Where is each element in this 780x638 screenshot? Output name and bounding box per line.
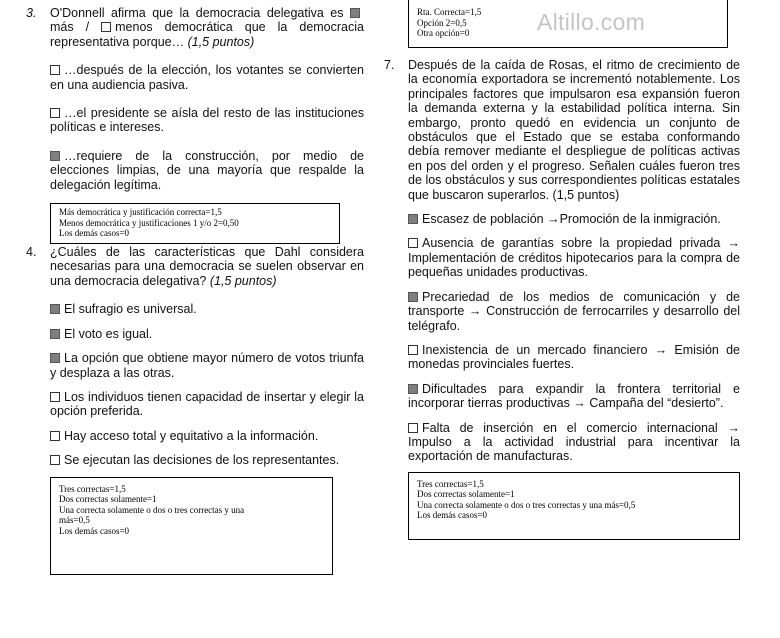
checkbox-empty-icon[interactable] bbox=[408, 345, 418, 355]
watermark-logo: Altillo.com bbox=[537, 9, 646, 35]
option-text: …el presidente se aísla del resto de las instituciones políticas e intereses. bbox=[50, 106, 364, 135]
checkbox-filled-icon[interactable] bbox=[408, 384, 418, 394]
checkbox-filled-icon[interactable] bbox=[50, 151, 60, 161]
checkbox-empty-icon[interactable] bbox=[50, 455, 60, 465]
checkbox-filled-icon[interactable] bbox=[350, 8, 360, 18]
q4-option-4 bbox=[50, 390, 364, 419]
checkbox-empty-icon[interactable] bbox=[408, 423, 418, 433]
option-text: …después de la elección, los votantes se convierten en una audiencia pasiva. bbox=[50, 63, 364, 92]
q3-option-2 bbox=[50, 106, 364, 135]
question-text: O'Donnell afirma que la democracia delegativa es bbox=[50, 6, 344, 20]
q7-scoring-box bbox=[408, 472, 740, 540]
question-text: ¿Cuáles de las características que Dahl considera necesarias para una democracia se suelen observar en una democracia delegativa? bbox=[50, 245, 364, 288]
scoring-line: Tres correctas=1,5 bbox=[417, 478, 484, 489]
checkbox-filled-icon[interactable] bbox=[50, 353, 60, 363]
q3-scoring-box bbox=[50, 203, 340, 244]
checkbox-filled-icon[interactable] bbox=[50, 304, 60, 314]
option-text: Ausencia de garantías sobre la propiedad privada → Implementación de créditos hipotecarios para la compra de pequeñas unidades productivas. bbox=[408, 236, 740, 280]
option-text: Se ejecutan las decisiones de los representantes. bbox=[64, 453, 340, 468]
checkbox-empty-icon[interactable] bbox=[408, 238, 418, 248]
checkbox-filled-icon[interactable] bbox=[408, 214, 418, 224]
scoring-line: Los demás casos=0 bbox=[417, 510, 488, 521]
q4-option-2 bbox=[50, 327, 364, 341]
scoring-line: más=0,5 bbox=[59, 515, 90, 526]
question-7 bbox=[384, 58, 740, 540]
option-mas: más / bbox=[50, 20, 90, 35]
scoring-line: Tres correctas=1,5 bbox=[59, 483, 126, 494]
checkbox-empty-icon[interactable] bbox=[50, 431, 60, 441]
option-text: …requiere de la construcción, por medio de elecciones limpias, de una mayoría que respalde la delegación legítima. bbox=[50, 148, 364, 192]
scoring-line: Una correcta solamente o dos o tres correctas y una bbox=[59, 504, 245, 515]
checkbox-empty-icon[interactable] bbox=[50, 65, 60, 75]
option-text: Los individuos tienen capacidad de insertar y elegir la opción preferida. bbox=[50, 389, 364, 419]
option-text: El sufragio es universal. bbox=[64, 302, 197, 317]
question-3 bbox=[26, 6, 364, 49]
q7-options bbox=[408, 202, 740, 540]
q4-option-1 bbox=[50, 302, 364, 316]
q7-option-1 bbox=[408, 212, 740, 226]
scoring-line: Una correcta solamente o dos o tres correctas y una más=0,5 bbox=[417, 499, 636, 510]
q7-option-3 bbox=[408, 290, 740, 333]
question-text: Después de la caída de Rosas, el ritmo de crecimiento de la economía exportadora se incrementó notablemente. Los principales factores que impulsaron esa expansión fueron la demanda externa y la estabilidad política interna. Sin embargo, pronto quedó en evidencia un conjunto de obstáculos que el Estado que se estaba conformando debía remover mediante el despliegue de políticas activas en pos del orden y el progreso. Señalen cuáles fueron tres de los obstáculos y sus correspondientes políticas estatales que buscaron superarlos. (1,5 puntos) bbox=[408, 58, 740, 202]
question-text-cont: menos democrática que la democracia representativa porque… bbox=[50, 20, 364, 49]
left-column bbox=[26, 0, 364, 575]
q7-option-5 bbox=[408, 382, 740, 411]
q7-option-2 bbox=[408, 236, 740, 279]
q7-option-6 bbox=[408, 421, 740, 464]
scoring-line: Dos correctas solamente=1 bbox=[59, 494, 157, 505]
q4-scoring-box bbox=[50, 477, 333, 575]
option-text: La opción que obtiene mayor número de votos triunfa y desplaza a las otras. bbox=[50, 351, 364, 380]
scoring-line: Los demás casos=0 bbox=[59, 228, 130, 239]
option-text: Dificultades para expandir la frontera territorial e incorporar tierras productivas → Campaña del “desierto”. bbox=[408, 381, 740, 411]
question-points: (1,5 puntos) bbox=[187, 34, 255, 49]
option-text: Inexistencia de un mercado financiero → Emisión de monedas provinciales fuertes. bbox=[408, 342, 740, 372]
option-text: Falta de inserción en el comercio internacional → Impulso a la actividad industrial para incentivar la exportación de manufacturas. bbox=[408, 420, 740, 464]
checkbox-filled-icon[interactable] bbox=[408, 292, 418, 302]
scoring-line: Opción 2=0,5 bbox=[417, 17, 467, 28]
question-points: (1,5 puntos) bbox=[209, 273, 277, 288]
q3-option-3 bbox=[50, 149, 364, 192]
scoring-line: Rta. Correcta=1,5 bbox=[417, 7, 482, 17]
checkbox-empty-icon[interactable] bbox=[101, 22, 111, 32]
question-number: 7. bbox=[384, 58, 395, 72]
option-text: Escasez de población →Promoción de la inmigración. bbox=[422, 212, 721, 227]
question-number: 4. bbox=[26, 245, 37, 260]
checkbox-empty-icon[interactable] bbox=[50, 108, 60, 118]
question-number: 3. bbox=[26, 6, 37, 20]
option-text: Hay acceso total y equitativo a la información. bbox=[64, 428, 319, 443]
q4-option-3 bbox=[50, 351, 364, 380]
q7-option-4 bbox=[408, 343, 740, 372]
scoring-line: Los demás casos=0 bbox=[59, 525, 130, 536]
q4-option-6 bbox=[50, 453, 364, 467]
scoring-line: Otra opción=0 bbox=[417, 28, 470, 38]
checkbox-filled-icon[interactable] bbox=[50, 329, 60, 339]
checkbox-empty-icon[interactable] bbox=[50, 392, 60, 402]
q4-option-5 bbox=[50, 429, 364, 443]
q3-option-1 bbox=[50, 63, 364, 92]
scoring-line: Dos correctas solamente=1 bbox=[417, 489, 515, 500]
q6-scoring-box bbox=[408, 0, 728, 48]
option-text: Precariedad de los medios de comunicación y de transporte → Construcción de ferrocarriles y desarrollo del telégrafo. bbox=[408, 289, 740, 333]
scoring-line: Más democrática y justificación correcta=1,5 bbox=[59, 207, 222, 218]
scoring-line: Menos democrática y justificaciones 1 y/o 2=0,50 bbox=[59, 217, 239, 228]
option-text: El voto es igual. bbox=[64, 326, 153, 341]
question-4 bbox=[26, 245, 364, 288]
